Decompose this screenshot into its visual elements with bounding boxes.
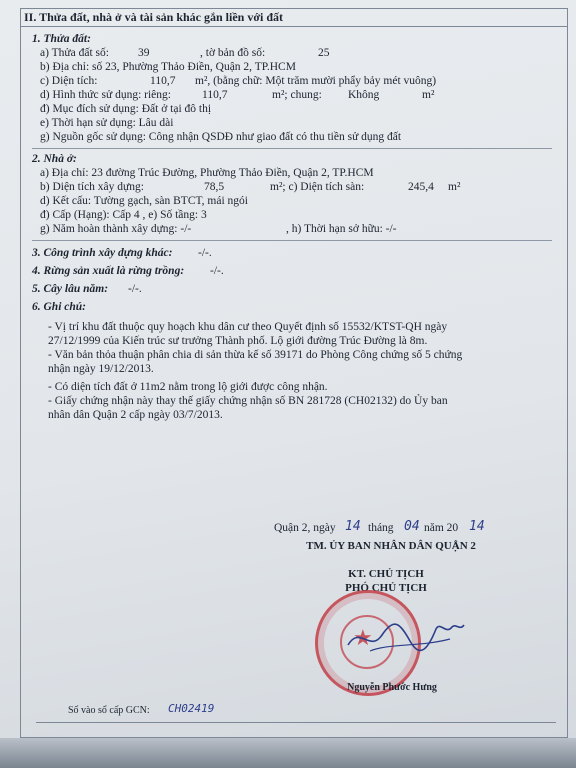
section-header bbox=[20, 8, 568, 27]
authority-title: TM. ỦY BAN NHÂN DÂN QUẬN 2 bbox=[306, 540, 476, 552]
divider bbox=[32, 148, 552, 149]
usage-form-label: d) Hình thức sử dụng: riêng: bbox=[40, 89, 171, 101]
house-heading: 2. Nhà ở: bbox=[32, 153, 77, 165]
build-area-label: b) Diện tích xây dựng: bbox=[40, 181, 144, 193]
usage-private-area: 110,7 bbox=[202, 89, 228, 101]
land-area-value: 110,7 bbox=[150, 75, 176, 87]
notes-heading: 6. Ghi chú: bbox=[32, 301, 86, 313]
forest-label: 4. Rừng sản xuất là rừng trồng: bbox=[32, 265, 185, 277]
other-construction-value: -/-. bbox=[198, 247, 212, 259]
section-title: II. Thửa đất, nhà ở và tài sản khác gắn liền với đất bbox=[24, 10, 284, 24]
house-structure: d) Kết cấu: Tường gạch, sàn BTCT, mái ngói bbox=[40, 195, 248, 207]
date-day: 14 bbox=[345, 519, 361, 534]
usage-shared-label: m²; chung: bbox=[272, 89, 322, 101]
signer-name: Nguyễn Phước Hưng bbox=[347, 682, 437, 693]
house-completion-year: g) Năm hoàn thành xây dựng: -/- bbox=[40, 223, 192, 235]
date-month: 04 bbox=[404, 519, 420, 534]
usage-shared-area: Không bbox=[348, 89, 380, 101]
photo-shadow-edge bbox=[0, 738, 576, 768]
note-line: - Giấy chứng nhận này thay thế giấy chứng nhận số BN 281728 (CH02132) do Ủy ban bbox=[48, 395, 448, 407]
note-line: nhận ngày 19/12/2013. bbox=[48, 363, 154, 375]
house-address: a) Địa chỉ: 23 đường Trúc Đường, Phường Thảo Điền, Quận 2, TP.HCM bbox=[40, 167, 374, 179]
forest-value: -/-. bbox=[210, 265, 224, 277]
perennial-value: -/-. bbox=[128, 283, 142, 295]
floor-area-unit: m² bbox=[448, 181, 461, 193]
date-year: 14 bbox=[469, 519, 485, 534]
date-month-label: tháng bbox=[368, 522, 394, 534]
divider bbox=[32, 240, 552, 241]
registry-label: Số vào sổ cấp GCN: bbox=[68, 705, 150, 716]
build-area-value: 78,5 bbox=[204, 181, 225, 193]
house-ownership-term: , h) Thời hạn sở hữu: -/- bbox=[286, 223, 397, 235]
signature-scribble bbox=[340, 605, 470, 665]
floor-area-label: m²; c) Diện tích sàn: bbox=[270, 181, 365, 193]
land-area-words: m², (bằng chữ: Một trăm mười phẩy bảy mét vuông) bbox=[195, 75, 437, 87]
date-prefix: Quận 2, ngày bbox=[274, 522, 336, 534]
land-address: b) Địa chỉ: số 23, Phường Thảo Điền, Quận 2, TP.HCM bbox=[40, 61, 296, 73]
vice-chairman-title: PHÓ CHỦ TỊCH bbox=[345, 582, 427, 594]
map-sheet-label: , tờ bản đồ số: bbox=[200, 47, 266, 59]
house-grade-floors: đ) Cấp (Hạng): Cấp 4 , e) Số tầng: 3 bbox=[40, 209, 207, 221]
perennial-label: 5. Cây lâu năm: bbox=[32, 283, 109, 295]
plot-number-label: a) Thửa đất số: bbox=[40, 47, 109, 59]
note-line: 27/12/1999 của Kiến trúc sư trưởng Thành phố. Lộ giới đường Trúc Đường là 8m. bbox=[48, 335, 428, 347]
note-line: - Có diện tích đất ở 11m2 nằm trong lộ giới được công nhận. bbox=[48, 381, 328, 393]
land-heading: 1. Thửa đất: bbox=[32, 33, 91, 45]
date-year-label: năm 20 bbox=[424, 522, 459, 534]
note-line: - Văn bản thỏa thuận phân chia di sản thừa kế số 39171 do Phòng Công chứng số 5 chứng bbox=[48, 349, 463, 361]
registry-number: CH02419 bbox=[168, 702, 215, 715]
other-construction-label: 3. Công trình xây dựng khác: bbox=[32, 247, 173, 259]
kt-title: KT. CHỦ TỊCH bbox=[348, 568, 424, 580]
official-stamp: ★ bbox=[315, 590, 421, 696]
footer-rule bbox=[36, 722, 556, 723]
note-line: - Vị trí khu đất thuộc quy hoạch khu dân cư theo Quyết định số 15532/KTST-QH ngày bbox=[48, 321, 448, 333]
land-purpose: đ) Mục đích sử dụng: Đất ở tại đô thị bbox=[40, 103, 212, 115]
land-term: e) Thời hạn sử dụng: Lâu dài bbox=[40, 117, 174, 129]
land-area-label: c) Diện tích: bbox=[40, 75, 98, 87]
usage-shared-unit: m² bbox=[422, 89, 435, 101]
plot-number: 39 bbox=[138, 47, 150, 59]
land-origin: g) Nguồn gốc sử dụng: Công nhận QSDĐ như giao đất có thu tiền sử dụng đất bbox=[40, 131, 402, 143]
floor-area-value: 245,4 bbox=[408, 181, 434, 193]
map-sheet-number: 25 bbox=[318, 47, 330, 59]
note-line: nhân dân Quận 2 cấp ngày 03/7/2013. bbox=[48, 409, 223, 421]
